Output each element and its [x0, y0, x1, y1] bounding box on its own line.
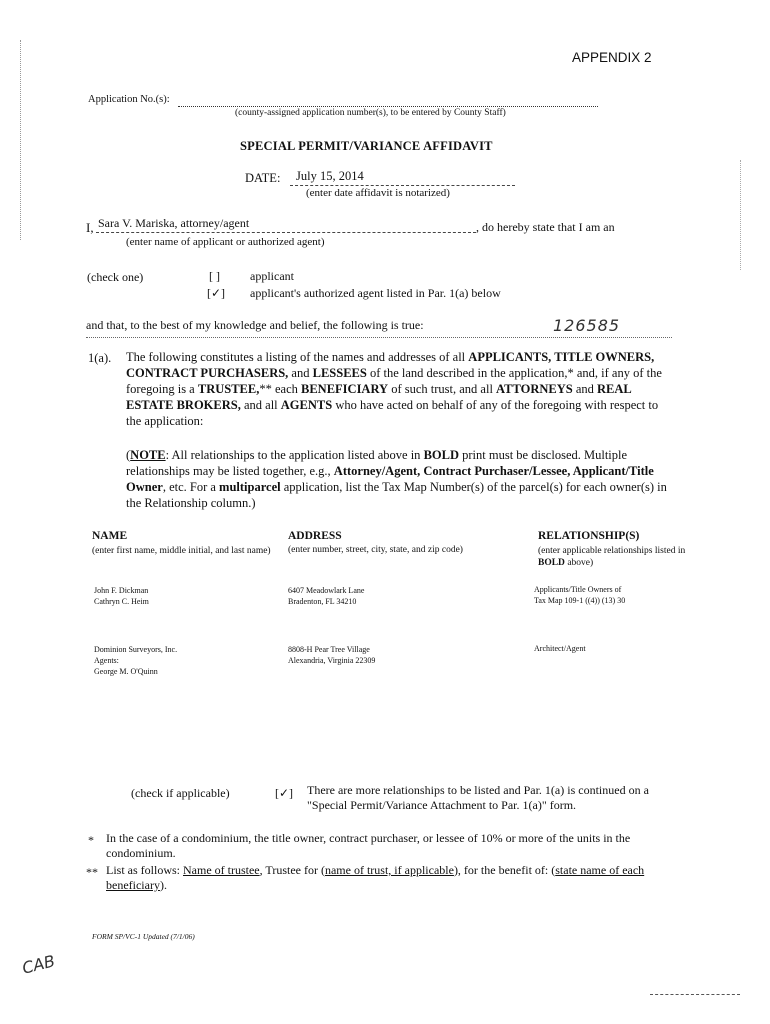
- appendix-label: APPENDIX 2: [572, 50, 652, 65]
- note-label: NOTE: [130, 448, 166, 462]
- statement-prefix: I,: [86, 220, 94, 235]
- authorized-agent-checkbox[interactable]: [✓]: [207, 286, 226, 300]
- handwritten-initials: CAB: [20, 951, 57, 978]
- text-segment: print must be disclosed. Multiple relationships may be listed together, e.g.,: [126, 448, 628, 478]
- text-segment: ATTORNEYS: [496, 382, 573, 396]
- text-segment: of the land described in the application,* and, if any of the foregoing is a: [126, 366, 662, 396]
- text-segment: and: [288, 366, 313, 380]
- text-segment: : All relationships to the application listed above in: [165, 448, 424, 462]
- continued-text: There are more relationships to be listed and Par. 1(a) is continued on a "Special Permit/Variance Attachment to Par. 1(a)" form.: [307, 783, 649, 812]
- text-segment: LESSEES: [312, 366, 367, 380]
- check-one-label: (check one): [87, 270, 144, 284]
- text-segment: Attorney/Agent, Contract Purchaser/Lessee, Applicant/Title Owner: [126, 464, 654, 494]
- form-identifier: FORM SP/VC-1 Updated (7/1/06): [92, 932, 195, 941]
- agent-name-hint: (enter name of applicant or authorized agent): [126, 236, 325, 248]
- scan-artifact-bottom: [650, 994, 740, 995]
- handwritten-number: 126585: [553, 316, 621, 335]
- application-number-field[interactable]: [178, 106, 598, 107]
- relationship-column-hint: (enter applicable relationships listed in BOLD above): [538, 546, 686, 568]
- text-segment: and: [572, 382, 598, 396]
- text-segment: ** each: [259, 382, 301, 396]
- scan-artifact-left: [20, 40, 21, 240]
- note-paragraph: [126, 447, 674, 511]
- table-row-2-address: 8808-H Pear Tree Village Alexandria, Virginia 22309: [288, 645, 376, 665]
- text-segment: APPLICANTS, TITLE OWNERS, CONTRACT PURCHASERS,: [126, 350, 655, 380]
- text-segment: , etc. For a: [162, 480, 220, 494]
- agent-name-value: Sara V. Mariska, attorney/agent: [98, 216, 250, 230]
- agent-name-field-line[interactable]: [96, 232, 476, 233]
- application-number-label: Application No.(s):: [88, 94, 170, 105]
- table-row-1-address: 6407 Meadowlark Lane Bradenton, FL 34210: [288, 586, 365, 606]
- table-row-2-relationship: Architect/Agent: [534, 644, 586, 653]
- note-open-paren: (: [126, 448, 131, 462]
- text-segment: REAL ESTATE BROKERS,: [126, 382, 632, 412]
- application-number-hint: (county-assigned application number(s), to be entered by County Staff): [235, 108, 506, 118]
- text-segment: and all: [240, 398, 281, 412]
- text-segment: of such trust, and all: [388, 382, 497, 396]
- text-segment: BENEFICIARY: [301, 382, 389, 396]
- footnote-1-mark: *: [88, 833, 94, 847]
- text-segment: BOLD: [423, 448, 459, 462]
- continued-checkbox[interactable]: [✓]: [275, 786, 294, 800]
- date-field-line[interactable]: [290, 185, 515, 186]
- footnote-2-text: List as follows: Name of trustee, Trustee for (name of trust, if applicable), for the benefit of: (state name of each beneficiary).: [106, 863, 645, 892]
- table-row-2-name: Dominion Surveyors, Inc. Agents: George M. O'Quinn: [94, 645, 178, 676]
- text-segment: The following constitutes a listing of the names and addresses of all: [126, 350, 469, 364]
- text-segment: application, list the Tax Map Number(s) of the parcel(s) for each owner(s) in the Relationship column.): [126, 480, 667, 510]
- table-row-1-relationship: Applicants/Title Owners of Tax Map 109-1 ((4)) (13) 30: [534, 585, 626, 605]
- name-column-hint: (enter first name, middle initial, and last name): [92, 546, 271, 556]
- check-if-applicable-label: (check if applicable): [131, 786, 230, 800]
- applicant-option-label: applicant: [250, 269, 294, 283]
- date-value: July 15, 2014: [296, 169, 364, 183]
- address-column-header: ADDRESS: [288, 530, 342, 542]
- name-column-header: NAME: [92, 530, 128, 542]
- relationship-column-header: RELATIONSHIP(S): [538, 530, 640, 542]
- date-label: DATE:: [245, 171, 281, 185]
- separator-line: [86, 337, 672, 338]
- table-row-1-name: John F. Dickman Cathryn C. Heim: [94, 586, 149, 606]
- applicant-checkbox[interactable]: [ ]: [209, 269, 220, 283]
- statement-suffix: , do hereby state that I am an: [476, 220, 615, 234]
- footnote-2-mark: **: [86, 865, 98, 879]
- authorized-agent-option-label: applicant's authorized agent listed in Par. 1(a) below: [250, 286, 501, 300]
- text-segment: multiparcel: [219, 480, 281, 494]
- text-segment: who have acted on behalf of any of the foregoing with respect to the application:: [126, 398, 659, 428]
- date-hint: (enter date affidavit is notarized): [306, 187, 450, 199]
- scan-artifact-right: [740, 160, 741, 270]
- belief-statement: and that, to the best of my knowledge and belief, the following is true:: [86, 318, 424, 332]
- text-segment: AGENTS: [280, 398, 333, 412]
- footnote-1-text: In the case of a condominium, the title owner, contract purchaser, or lessee of 10% or more of the units in the condominium.: [106, 831, 631, 860]
- document-title: SPECIAL PERMIT/VARIANCE AFFIDAVIT: [240, 139, 493, 153]
- par-1a-text: [126, 349, 674, 429]
- par-1a-number: 1(a).: [88, 351, 112, 365]
- address-column-hint: (enter number, street, city, state, and zip code): [288, 545, 463, 555]
- text-segment: TRUSTEE,: [197, 382, 260, 396]
